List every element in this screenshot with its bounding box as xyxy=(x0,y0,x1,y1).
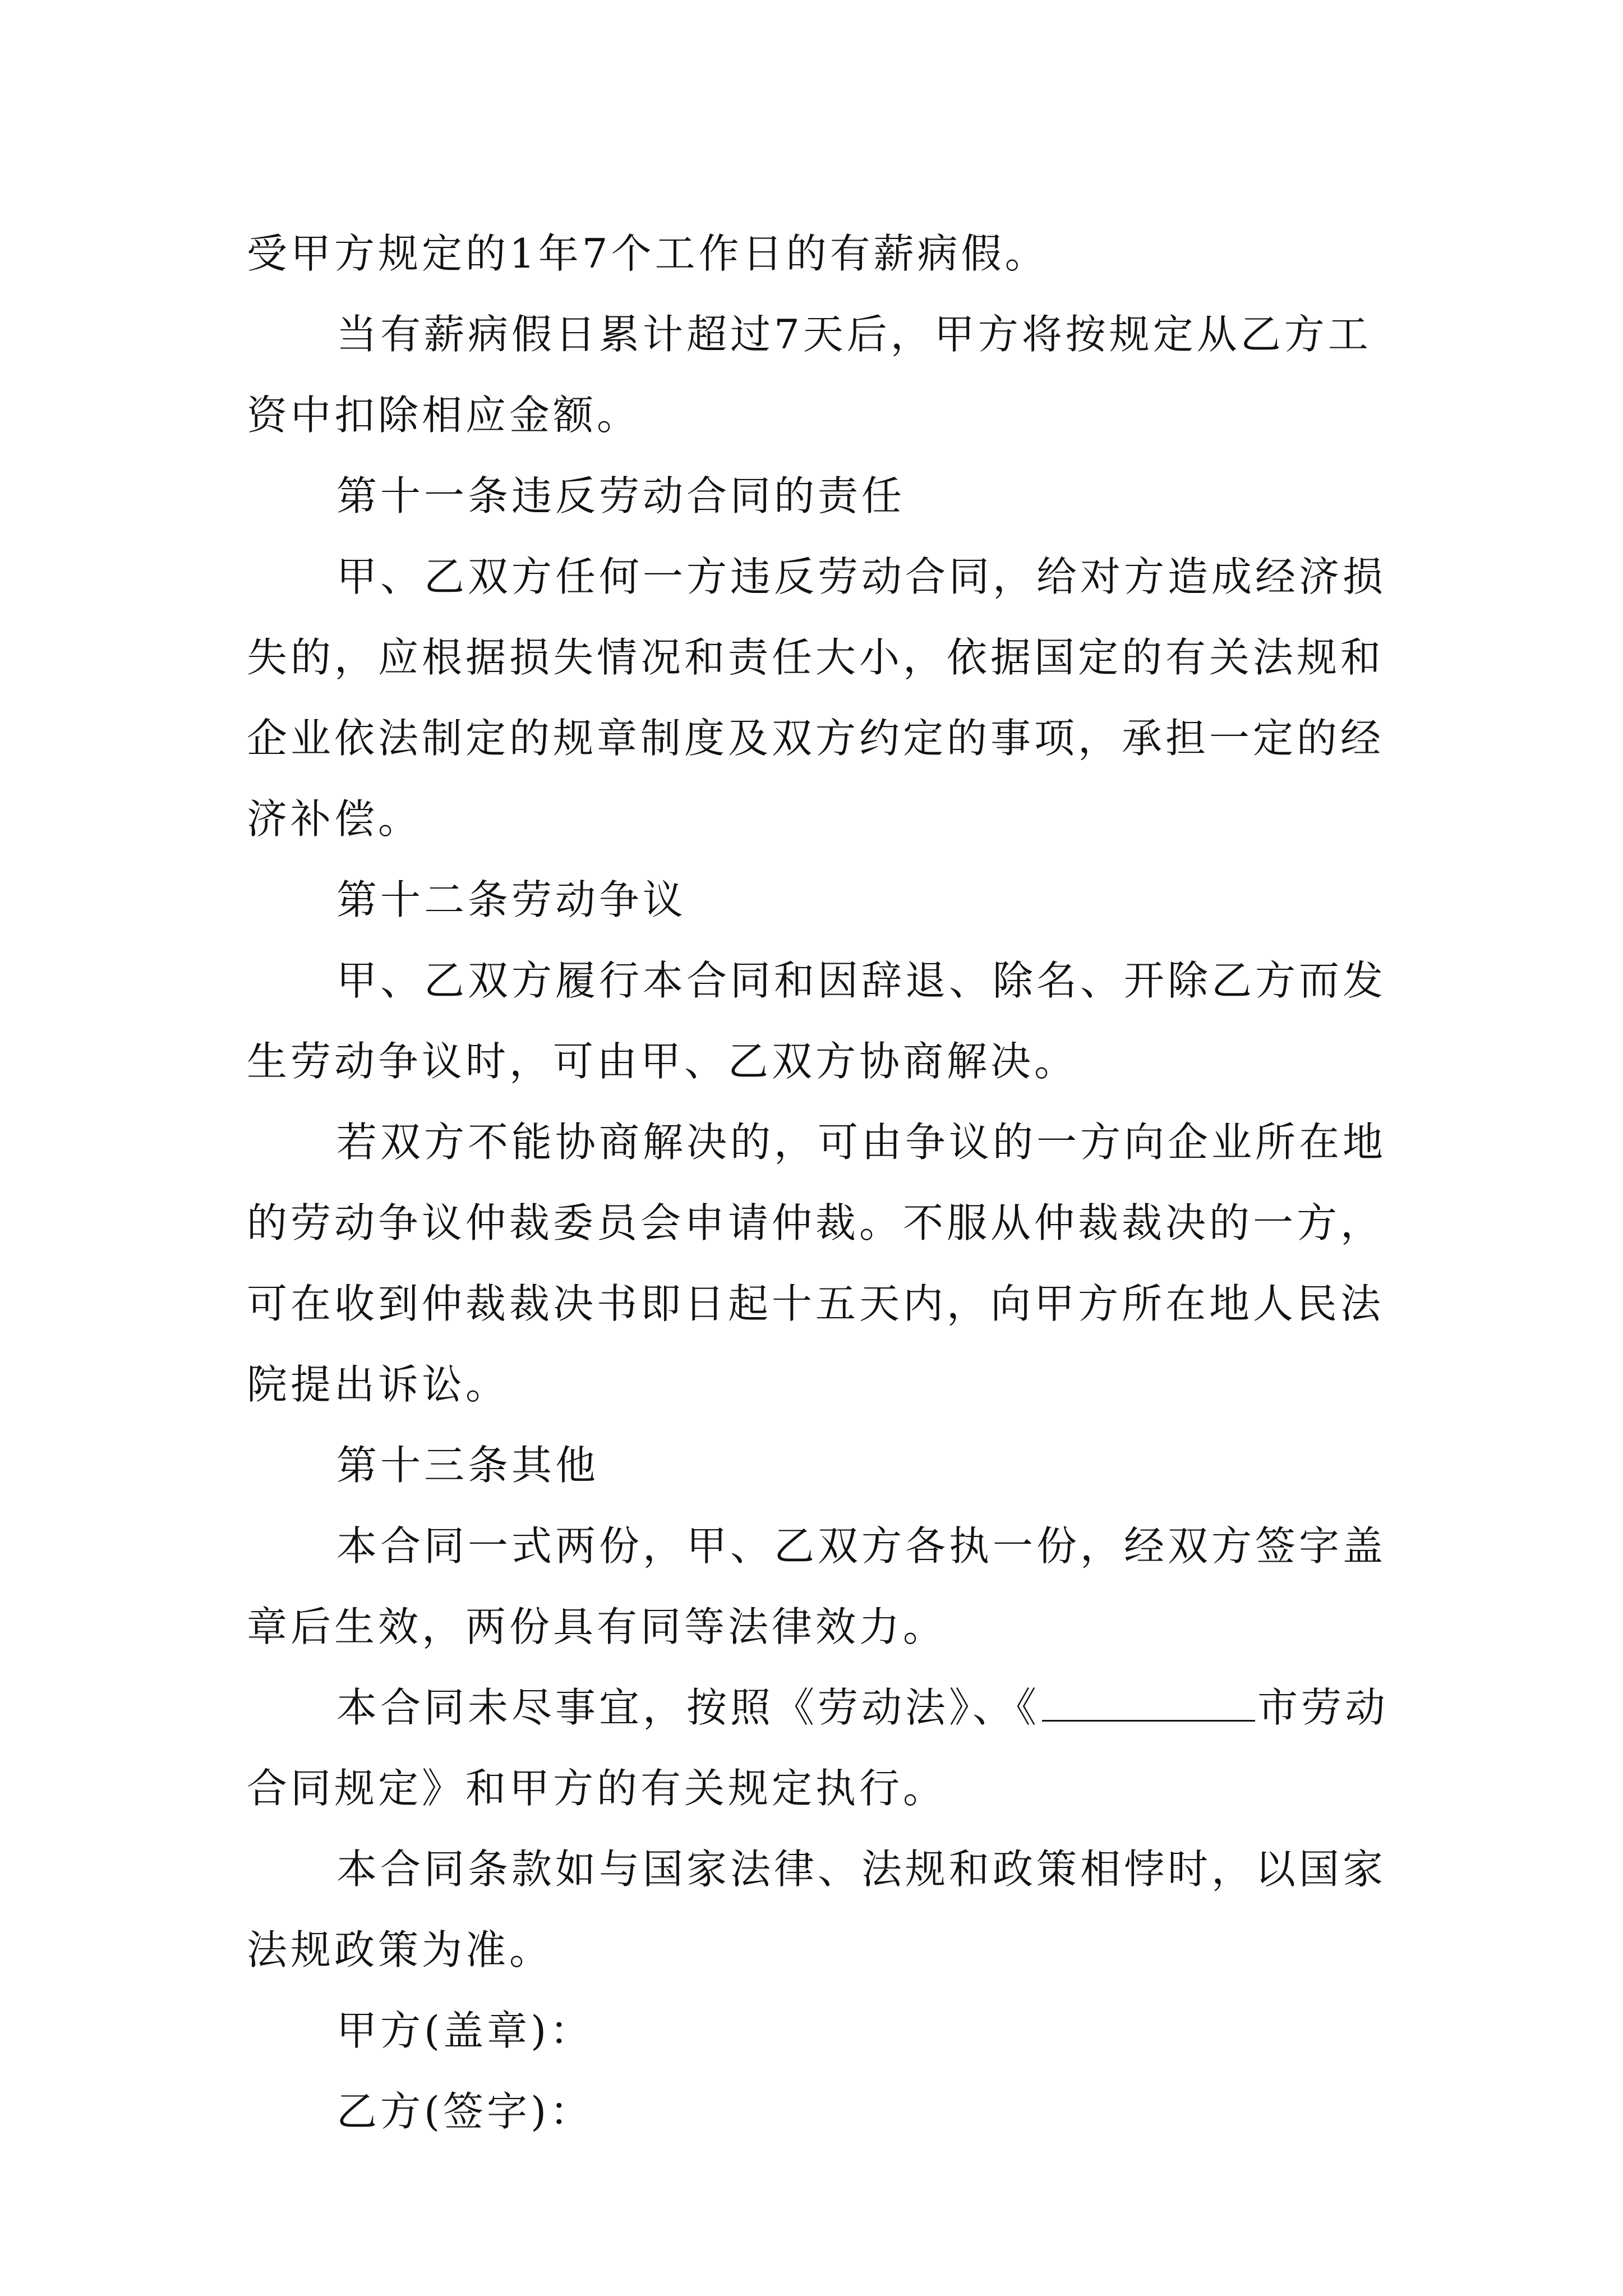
text-line: 章后生效，两份具有同等法律效力。 xyxy=(247,1603,947,1650)
blank-line-after-text: 市劳动 xyxy=(1257,1684,1389,1731)
text-line-with-blank xyxy=(247,1667,1389,1748)
text-line: 若双方不能协商解决的，可由争议的一方向企业所在地 xyxy=(336,1119,1387,1166)
text-line: 受甲方规定的1年7个工作日的有薪病假。 xyxy=(247,230,1049,277)
fill-in-blank xyxy=(1042,1677,1255,1722)
text-line: 院提出诉讼。 xyxy=(247,1361,510,1408)
section-heading-12: 第十二条劳动争议 xyxy=(336,876,687,923)
text-line: 本合同条款如与国家法律、法规和政策相悖时，以国家 xyxy=(336,1846,1387,1893)
document-body xyxy=(247,213,1389,2152)
text-line: 生劳动争议时，可由甲、乙双方协商解决。 xyxy=(247,1038,1078,1085)
text-line: 济补偿。 xyxy=(247,795,422,843)
text-line: 法规政策为准。 xyxy=(247,1926,554,1973)
section-heading-13: 第十三条其他 xyxy=(336,1442,600,1489)
text-line: 甲、乙双方任何一方违反劳动合同，给对方造成经济损 xyxy=(336,553,1387,600)
text-line: 的劳动争议仲裁委员会申请仲裁。不服从仲裁裁决的一方， xyxy=(247,1199,1385,1246)
text-line: 资中扣除相应金额。 xyxy=(247,392,641,439)
blank-line-before-text: 本合同未尽事宜，按照《劳动法》、《 xyxy=(336,1684,1040,1731)
party-b-signature: 乙方(签字)： xyxy=(336,2088,594,2135)
text-line: 本合同一式两份，甲、乙双方各执一份，经双方签字盖 xyxy=(336,1522,1387,1570)
text-line: 合同规定》和甲方的有关规定执行。 xyxy=(247,1765,947,1812)
party-a-seal: 甲方(盖章)： xyxy=(336,2007,594,2054)
text-line: 可在收到仲裁裁决书即日起十五天内，向甲方所在地人民法 xyxy=(247,1280,1385,1327)
text-line: 甲、乙双方履行本合同和因辞退、除名、开除乙方而发 xyxy=(336,957,1387,1004)
section-heading-11: 第十一条违反劳动合同的责任 xyxy=(336,472,906,519)
text-line: 失的，应根据损失情况和责任大小，依据国定的有关法规和 xyxy=(247,634,1385,681)
text-line: 企业依法制定的规章制度及双方约定的事项，承担一定的经 xyxy=(247,715,1385,762)
text-line: 当有薪病假日累计超过7天后，甲方将按规定从乙方工 xyxy=(336,311,1372,358)
